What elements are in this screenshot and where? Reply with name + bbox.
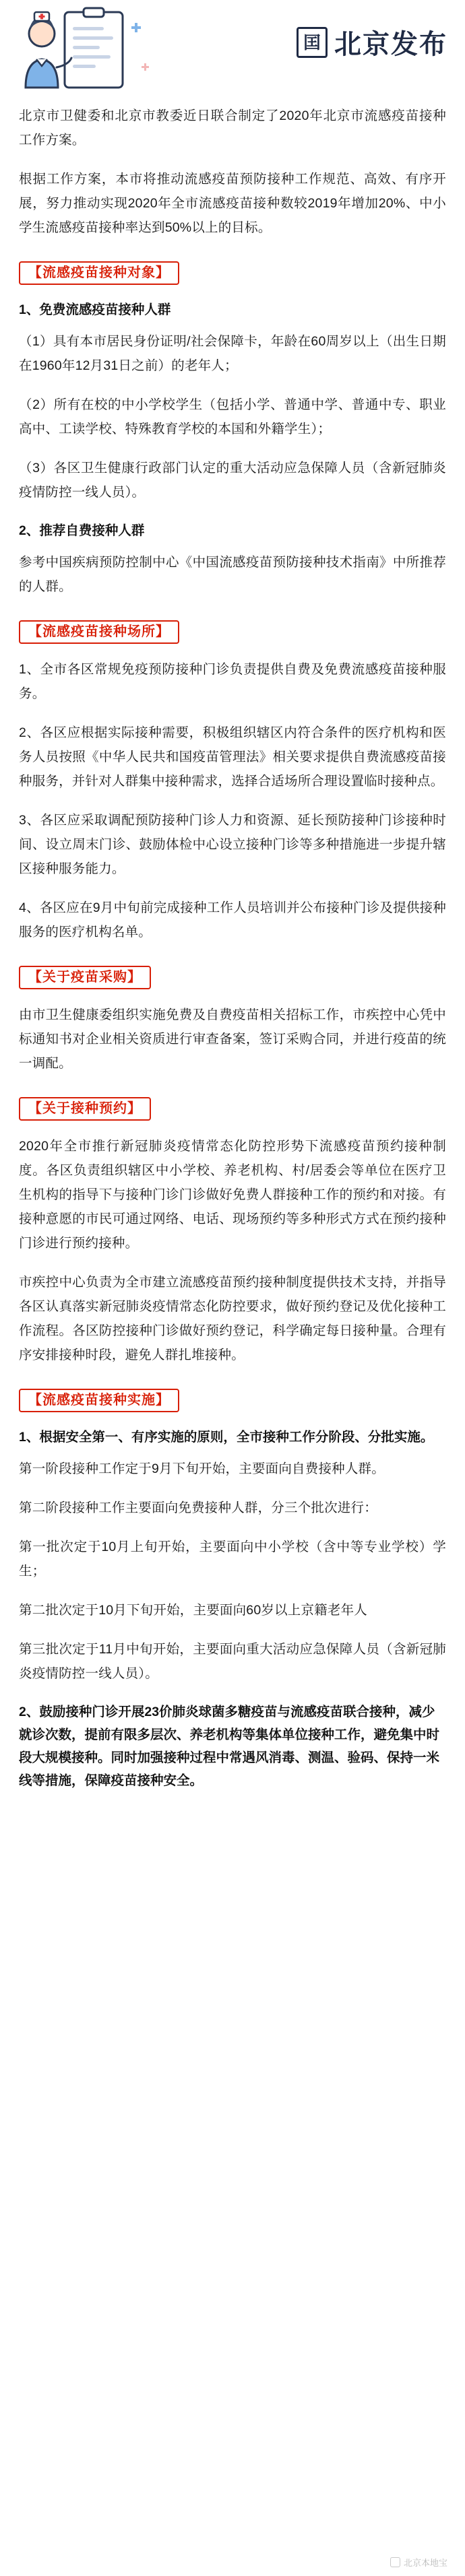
paragraph-free-group-emergency-staff: （3）各区卫生健康行政部门认定的重大活动应急保障人员（含新冠肺炎疫情防控一线人员）。 (19, 461, 446, 500)
paragraph-appointment-1: 2020年全市推行新冠肺炎疫情常态化防控形势下流感疫苗预约接种制度。各区负责组织辖区中小学校、养老机构、村/居委会等单位在医疗卫生机构的指导下与接种门诊门诊做好免费人群接种工作的预约和对接。有接种意愿的市民可通过网络、电话、现场预约等多种形式方式在预约接种门诊进行预约接种。 (19, 1139, 446, 1251)
section-heading-vaccine-procurement: 【关于疫苗采购】 (19, 966, 151, 989)
watermark-logo-icon (390, 2557, 400, 2567)
brand-logo-icon: 囯 (297, 27, 328, 58)
brand-lockup (297, 23, 447, 61)
watermark-text: 北京本地宝 (403, 2557, 447, 2568)
paragraph-batch-3: 第三批次定于11月中旬开始，主要面向重大活动应急保障人员（含新冠肺炎疫情防控一线人员）。 (19, 1642, 446, 1681)
section-heading-vaccination-targets: 【流感疫苗接种对象】 (19, 261, 179, 285)
subheading-combined-vaccination: 2、鼓励接种门诊开展23价肺炎球菌多糖疫苗与流感疫苗联合接种，减少就诊次数，提前有限多层次、养老机构等集体单位接种工作，避免集中时段大规模接种。同时加强接种过程中常遇风消毒、测温、验码、保持一米线等措施，保障疫苗接种安全。 (19, 1705, 440, 1788)
paragraph-free-group-students: （2）所有在校的中小学校学生（包括小学、普通中学、普通中专、职业高中、工读学校、特殊教育学校的本国和外籍学生）； (19, 397, 446, 436)
section-heading-appointment: 【关于接种预约】 (19, 1097, 151, 1121)
paragraph-sites-4: 4、各区应在9月中旬前完成接种工作人员培训并公布接种门诊及提供接种服务的医疗机构名单。 (19, 900, 446, 939)
subheading-free-vaccination-groups: 1、免费流感疫苗接种人群 (19, 302, 171, 317)
brand-title: 北京发布 (334, 29, 447, 60)
paragraph-appointment-2: 市疾控中心负责为全市建立流感疫苗预约接种制度提供技术支持，并指导各区认真落实新冠肺炎疫情常态化防控要求，做好预约登记及优化接种工作流程。各区防控接种门诊做好预约登记，科学确定每日接种量。合理有序安排接种时段，避免人群扎堆接种。 (19, 1275, 446, 1362)
paragraph-self-paid-guideline: 参考中国疾病预防控制中心《中国流感疫苗预防接种技术指南》中所推荐的人群。 (19, 555, 446, 594)
intro-paragraph-1: 北京市卫健委和北京市教委近日联合制定了2020年北京市流感疫苗接种工作方案。 (19, 108, 446, 147)
paragraph-free-group-elderly: （1）具有本市居民身份证明/社会保障卡，年龄在60周岁以上（出生日期在1960年12月31日之前）的老年人； (19, 334, 446, 373)
paragraph-stage-1: 第一阶段接种工作定于9月下旬开始，主要面向自费接种人群。 (19, 1461, 385, 1476)
nurse-and-clipboard-illustration (12, 7, 214, 94)
paragraph-batch-2: 第二批次定于10月下旬开始，主要面向60岁以上京籍老年人 (19, 1603, 367, 1618)
subheading-implementation-principle: 1、根据安全第一、有序实施的原则，全市接种工作分阶段、分批实施。 (19, 1430, 434, 1445)
paragraph-sites-2: 2、各区应根据实际接种需要，积极组织辖区内符合条件的医疗机构和医务人员按照《中华人民共和国疫苗管理法》相关要求提供自费流感疫苗接种服务，并针对人群集中接种需求，选择合适场所合理设置临时接种点。 (19, 725, 446, 789)
subheading-self-paid-groups: 2、推荐自费接种人群 (19, 523, 145, 538)
section-heading-implementation: 【流感疫苗接种实施】 (19, 1389, 179, 1412)
page-footer (0, 2548, 465, 2576)
paragraph-sites-1: 1、全市各区常规免疫预防接种门诊负责提供自费及免费流感疫苗接种服务。 (19, 662, 446, 701)
paragraph-sites-3: 3、各区应采取调配预防接种门诊人力和资源、延长预防接种门诊接种时间、设立周末门诊、鼓励体检中心设立接种门诊等多种措施进一步提升辖区接种服务能力。 (19, 813, 446, 876)
section-heading-vaccination-sites: 【流感疫苗接种场所】 (19, 620, 179, 644)
page-header (0, 0, 465, 101)
paragraph-stage-2: 第二阶段接种工作主要面向免费接种人群，分三个批次进行： (19, 1500, 377, 1515)
intro-paragraph-2: 根据工作方案，本市将推动流感疫苗预防接种工作规范、高效、有序开展，努力推动实现2020年全市流感疫苗接种数较2019年增加20%、中小学生流感疫苗接种率达到50%以上的目标。 (19, 172, 446, 235)
paragraph-batch-1: 第一批次定于10月上旬开始，主要面向中小学校（含中等专业学校）学生； (19, 1540, 446, 1579)
paragraph-procurement-1: 由市卫生健康委组织实施免费及自费疫苗相关招标工作，市疾控中心凭中标通知书对企业相关资质进行审查备案，签订采购合同，并进行疫苗的统一调配。 (19, 1008, 446, 1071)
article-body (0, 101, 465, 2548)
